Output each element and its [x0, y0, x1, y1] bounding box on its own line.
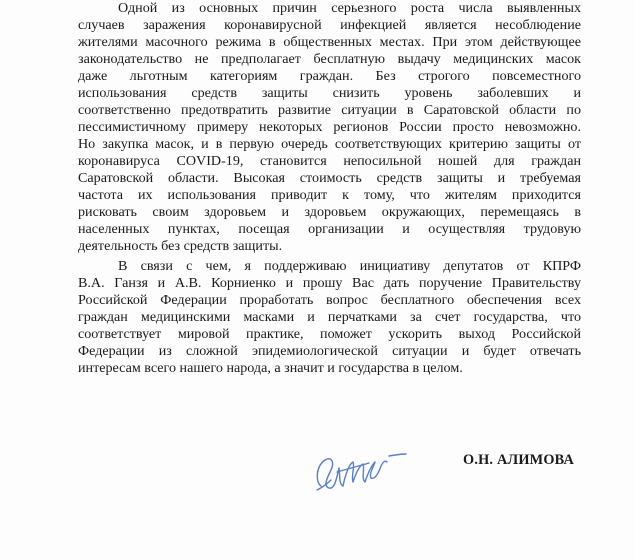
- text-line: Федерации из сложной эпидемиологической ситуации и будет отвечать: [78, 343, 581, 359]
- text-line: населенных пунктах, посещая организации и осуществляя трудовую: [78, 221, 581, 237]
- text-line: частота их использования приводит к тому, что жителям приходится: [78, 187, 581, 203]
- text-line: соответственно предотвратить развитие ситуации в Саратовской области по: [78, 102, 581, 118]
- text-line: даже льготным категориям граждан. Без строгого повсеместного: [78, 68, 581, 84]
- text-line: пессимистичному примеру некоторых регионов России просто невозможно.: [78, 119, 581, 135]
- paragraph-2: [78, 258, 581, 377]
- text-line: интересам всего нашего народа, а значит и государства в целом.: [78, 360, 463, 376]
- text-line: В.А. Ганзя и А.В. Корниенко и прошу Вас дать поручение Правительству: [78, 275, 581, 291]
- letter-body: [78, 0, 581, 377]
- text-line: Но закупка масок, и в первую очередь соответствующих критерию защиты от: [78, 136, 581, 152]
- text-line: коронавируса COVID-19, становится непосильной ношей для граждан: [78, 153, 581, 169]
- text-line: Российской Федерации проработать вопрос бесплатного обеспечения всех: [78, 292, 581, 308]
- text-line: В связи с чем, я поддерживаю инициативу депутатов от КПРФ: [118, 258, 581, 274]
- text-line: использования средств защиты снизить уровень заболевших и: [78, 85, 581, 101]
- text-line: граждан медицинскими масками и перчатками за счет государства, что: [78, 309, 581, 325]
- signer-name: О.Н. АЛИМОВА: [463, 452, 575, 468]
- text-line: случаев заражения коронавирусной инфекцией является несоблюдение: [78, 17, 581, 33]
- handwritten-signature: [307, 436, 407, 498]
- text-line: законодательство не предполагает бесплатную выдачу медицинских масок: [78, 51, 581, 67]
- text-line: Одной из основных причин серьезного роста числа выявленных: [118, 0, 581, 16]
- text-line: рисковать своим здоровьем и здоровьем окружающих, перемещаясь в: [78, 204, 581, 220]
- text-line: соответствует мировой практике, поможет ускорить выход Российской: [78, 326, 581, 342]
- text-line: жителями масочного режима в общественных местах. При этом действующее: [78, 34, 581, 50]
- text-line: Саратовской области. Высокая стоимость средств защиты и требуемая: [78, 170, 581, 186]
- paragraph-1: [78, 0, 581, 255]
- text-line: деятельность без средств защиты.: [78, 238, 283, 254]
